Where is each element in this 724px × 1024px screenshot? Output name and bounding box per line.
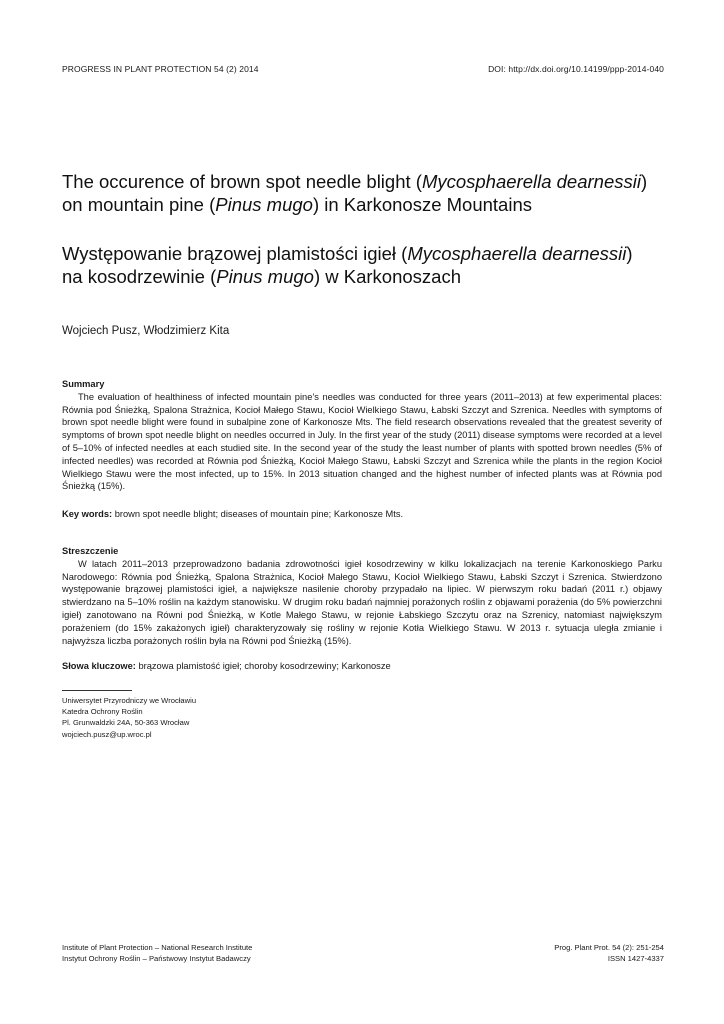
slowa-text: brązowa plamistość igieł; choroby kosodrzewiny; Karkonosze — [135, 661, 391, 671]
footer-institute — [62, 942, 252, 964]
footer-citation-pages: Prog. Plant Prot. 54 (2): 251-254 — [554, 943, 664, 952]
title-pl-part4: ) w Karkonoszach — [313, 266, 461, 287]
title-en-part4: ) in Karkonosze Mountains — [312, 194, 532, 215]
slowa-label: Słowa kluczowe: — [62, 661, 136, 671]
english-title — [62, 170, 662, 216]
summary-heading: Summary — [62, 379, 105, 389]
streszczenie-heading: Streszczenie — [62, 546, 119, 556]
streszczenie-text: W latach 2011–2013 przeprowadzono badania zdrowotności igieł kosodrzewiny w kilku lokalizacjach na terenie Karkonoskiego Parku Narodowego: Równia pod Śnieżką, Spalona Strażnica, Kocioł Małego Stawu, Kocioł Wielkiego Stawu, Łabski Szczyt i Szrenica. Stwierdzono występowanie brązowej plamistości igieł, a największe nasilenie choroby przypadało na lipiec. W pierwszym roku badań (2011 r.) objawy stwierdzano na 5–10% roślin na każdym stanowisku. W drugim roku badań najmniej porażonych roślin z objawami porażenia (do 5% powierzchni igieł) zanotowano na Równi pod Śnieżką, w Kotle Małego Stawu, w rejonie Łabskiego Szczytu oraz na Szrenicy, natomiast największym porażeniem (do 15% zakażonych igieł) charakteryzowały się rośliny w rejonie Kotła Wielkiego Stawu. W 2013 r. sytuacja uległa zmianie i najwyższa liczba porażonych roślin była na Równi pod Śnieżką (15%). — [62, 558, 662, 646]
footnote-line: Pl. Grunwaldzki 24A, 50-363 Wrocław — [62, 718, 190, 728]
keywords — [62, 508, 662, 521]
keywords-label: Key words: — [62, 509, 113, 519]
title-pl-part1: Występowanie brązowej plamistości igieł ( — [62, 243, 408, 264]
title-en-species2: Pinus mugo — [215, 194, 313, 215]
keywords-text: brown spot needle blight; diseases of mountain pine; Karkonosze Mts. — [112, 509, 404, 519]
title-en-part1: The occurence of brown spot needle blight ( — [62, 171, 422, 192]
footer-citation — [554, 942, 664, 964]
streszczenie-section — [62, 545, 662, 647]
footnote-line: Uniwersytet Przyrodniczy we Wrocławiu — [62, 696, 197, 705]
title-en-part2: ) — [640, 171, 648, 192]
footnote-divider — [62, 690, 132, 691]
doi-link[interactable]: DOI: http://dx.doi.org/10.14199/ppp-2014-040 — [488, 64, 664, 74]
footer-institute-en: Institute of Plant Protection – National Research Institute — [62, 943, 253, 952]
authors: Wojciech Pusz, Włodzimierz Kita — [62, 325, 230, 337]
journal-running-head: PROGRESS IN PLANT PROTECTION 54 (2) 2014 — [62, 64, 259, 74]
summary-text: The evaluation of healthiness of infected mountain pine’s needles was conducted for three years (2011–2013) at few experimental places: Równia pod Śnieżką, Spalona Strażnica, Kocioł Małego Stawu, Kocioł Wielkiego Stawu, Łabski Szczyt and Szrenica. Needles with symptoms of brown spot needle blight were found in subalpine zone of Karkonosze Mts. The field research observations revealed that the greatest severity of symptoms of brown spot needle blight on needles occurred in July. In the first year of the study (2011) disease symptoms were recorded at a level of 5–10% of infected needles at each studied site. In the second year of the study the least number of plants with spotted brown needles (5% of infected needles) was recorded at Równia pod Śnieżką, Kocioł Małego Stawu, Łabski Szczyt and Szrenica while the plants in the region Kocioł Wielkiego Stawu were the most infected, up to 15%. In 2013 situation changed and the highest number of infected plants was at Równia pod Śnieżką (15%). — [62, 391, 662, 492]
title-en-part3: on mountain pine ( — [62, 194, 216, 215]
footnote-line: Katedra Ochrony Roślin — [62, 707, 143, 717]
title-pl-species2: Pinus mugo — [216, 266, 314, 287]
author-email[interactable]: wojciech.pusz@up.wroc.pl — [62, 729, 152, 739]
footer-issn: ISSN 1427-4337 — [607, 954, 664, 964]
title-pl-part3: na kosodrzewinie ( — [62, 266, 217, 287]
footer-institute-pl: Instytut Ochrony Roślin – Państwowy Instytut Badawczy — [62, 954, 251, 964]
title-pl-part2: ) — [626, 243, 633, 264]
title-pl-species1: Mycosphaerella dearnessii — [407, 243, 627, 264]
summary-section — [62, 378, 662, 493]
slowa-kluczowe — [62, 660, 662, 673]
polish-title — [62, 242, 662, 288]
affiliation-footnote — [62, 695, 196, 740]
title-en-species1: Mycosphaerella dearnessii — [421, 171, 641, 192]
